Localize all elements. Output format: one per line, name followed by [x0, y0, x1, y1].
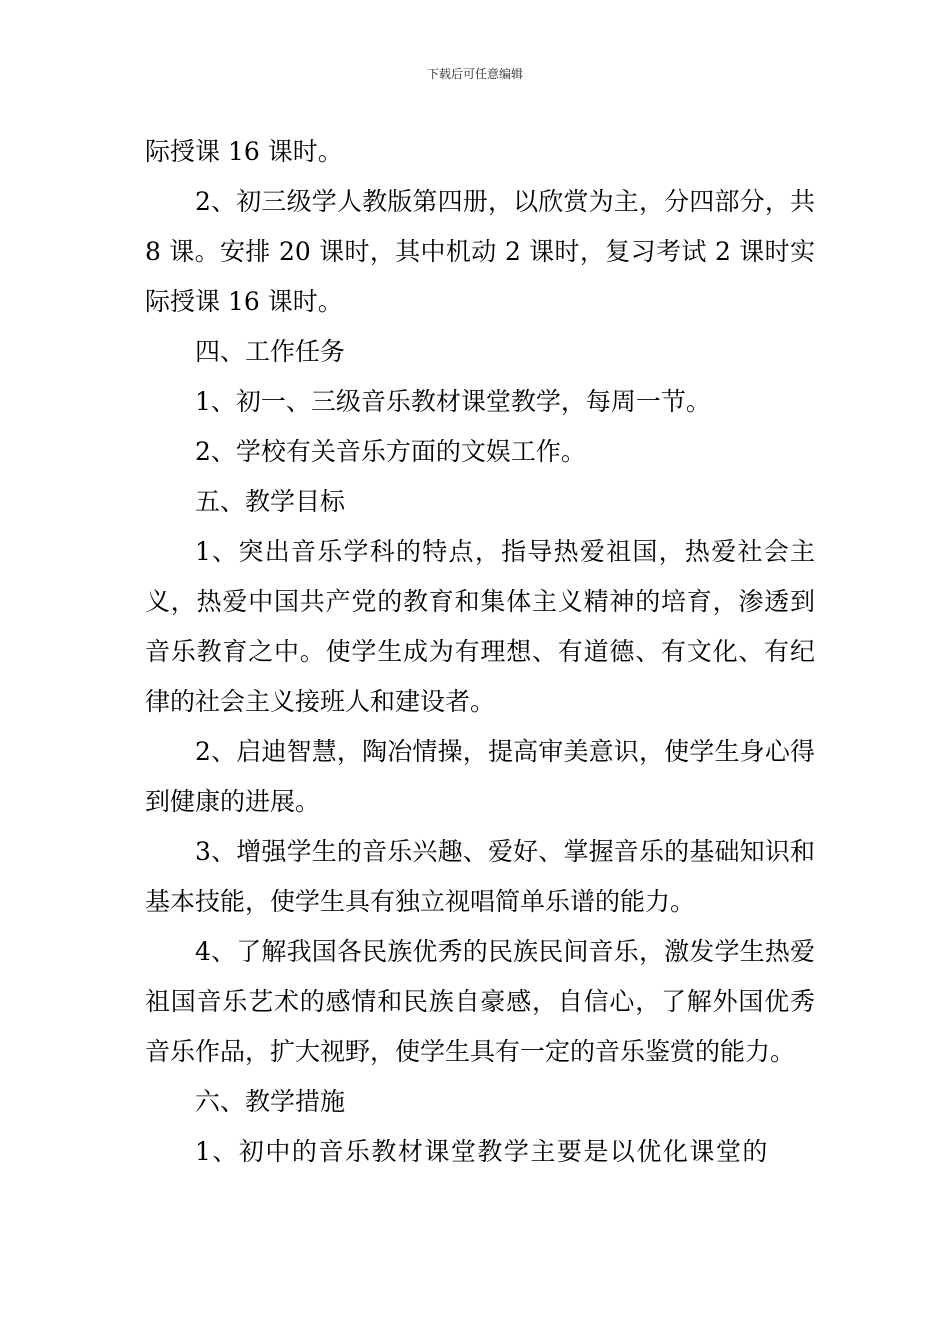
section-heading-teaching-measures: 六、教学措施 — [195, 1087, 346, 1116]
paragraph-7: 3、增强学生的音乐兴趣、爱好、掌握音乐的基础知识和基本技能，使学生具有独立视唱简单乐谱的能力。 — [145, 837, 815, 916]
paragraph-1: 际授课 16 课时。 — [145, 137, 343, 166]
paragraph-2: 2、初三级学人教版第四册，以欣赏为主，分四部分，共 8 课。安排 20 课时，其中机动 2 课时，复习考试 2 课时实际授课 16 课时。 — [145, 187, 815, 316]
page-header: 下载后可任意编辑 — [426, 67, 523, 81]
document-body — [145, 127, 815, 1177]
paragraph-9: 1、初中的音乐教材课堂教学主要是以优化课堂的 — [195, 1137, 769, 1166]
paragraph-6: 2、启迪智慧，陶冶情操，提高审美意识，使学生身心得到健康的进展。 — [145, 737, 815, 816]
paragraph-5: 1、突出音乐学科的特点，指导热爱祖国，热爱社会主义，热爱中国共产党的教育和集体主义精神的培育，渗透到音乐教育之中。使学生成为有理想、有道德、有文化、有纪律的社会主义接班人和建设者。 — [145, 537, 815, 716]
paragraph-4: 2、学校有关音乐方面的文娱工作。 — [195, 437, 586, 466]
section-heading-work-tasks: 四、工作任务 — [195, 337, 346, 366]
section-heading-teaching-goals: 五、教学目标 — [195, 487, 346, 516]
paragraph-8: 4、了解我国各民族优秀的民族民间音乐，激发学生热爱祖国音乐艺术的感情和民族自豪感，自信心，了解外国优秀音乐作品，扩大视野，使学生具有一定的音乐鉴赏的能力。 — [145, 937, 815, 1066]
paragraph-3: 1、初一、三级音乐教材课堂教学，每周一节。 — [195, 387, 711, 416]
